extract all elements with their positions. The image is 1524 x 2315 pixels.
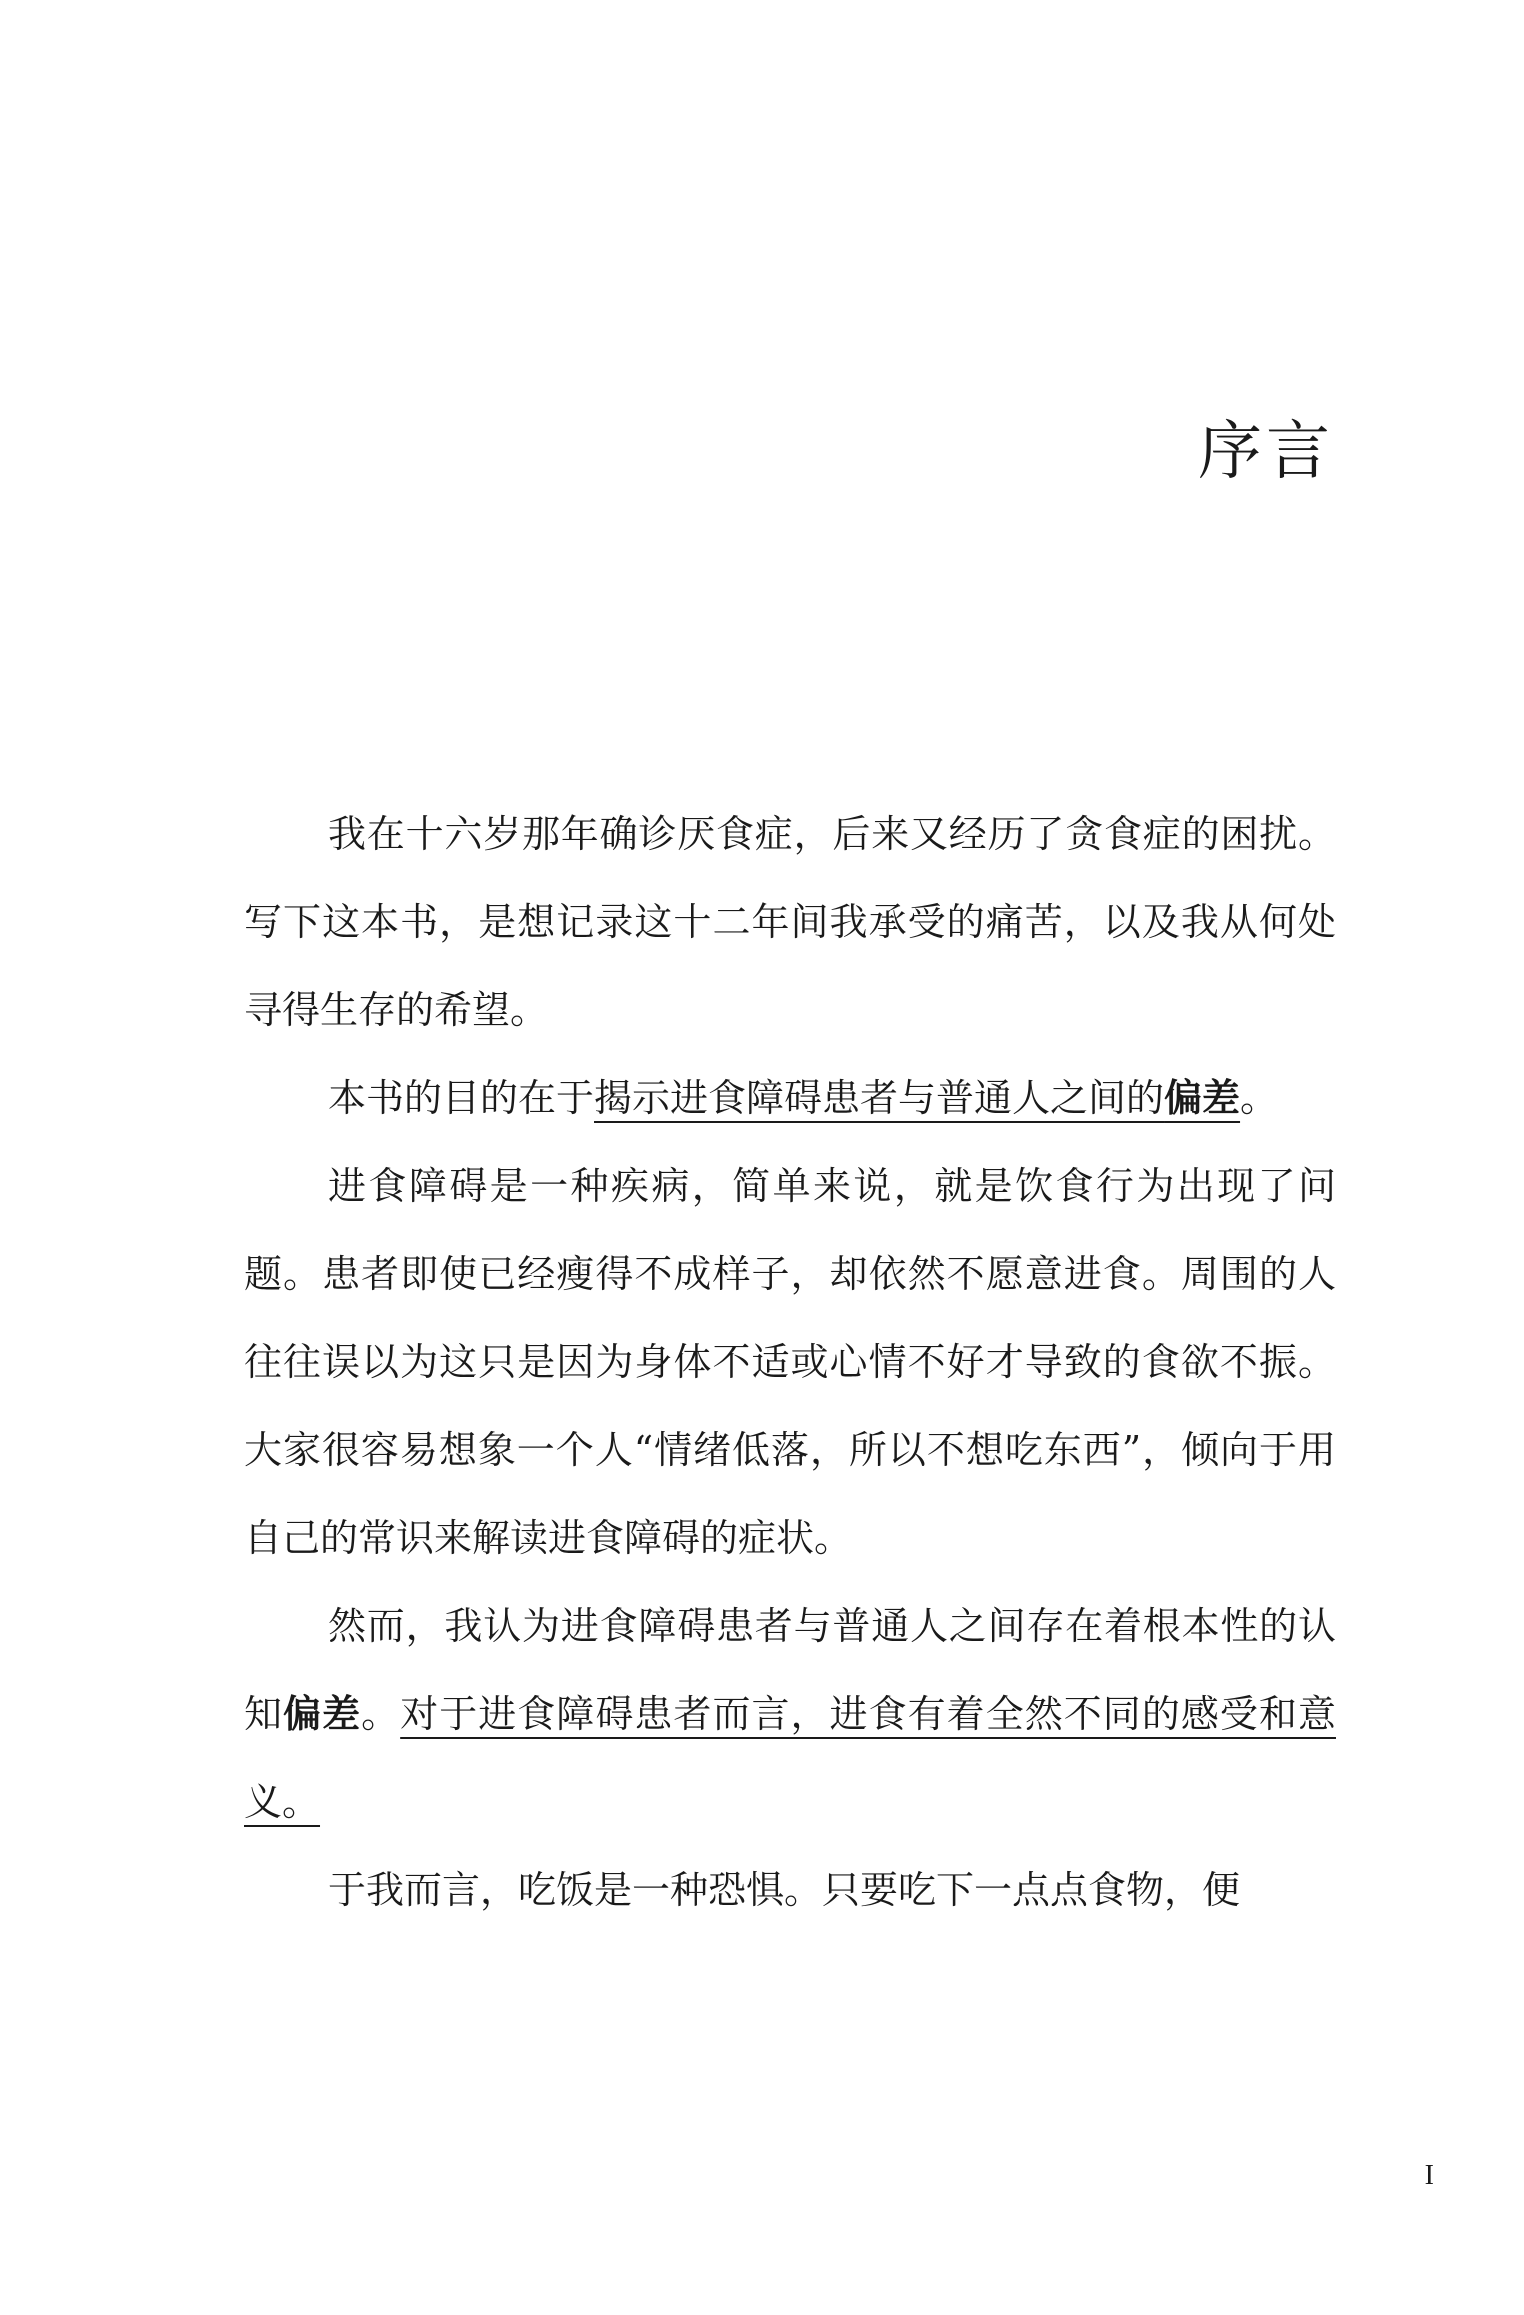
paragraph (244, 1054, 1336, 1142)
text-segment: 本书的目的在于 (328, 1076, 595, 1120)
paragraph (244, 1142, 1336, 1582)
paragraph (244, 1846, 1336, 1934)
text-segment: 我在十六岁那年确诊厌食症，后来又经历了贪食症的困扰。写下这本书，是想记录这十二年间我承受的痛苦，以及我从何处寻得生存的希望。 (244, 812, 1336, 1032)
underlined-text: 偏差 (1164, 1075, 1241, 1120)
paragraph (244, 1582, 1336, 1846)
text-segment: 于我而言，吃饭是一种恐惧。只要吃下一点点食物，便 (328, 1868, 1241, 1912)
underlined-text: 揭示进食障碍患者与普通人之间的 (594, 1076, 1165, 1120)
underlined-text: 对于进食障碍患者而言，进食有着全然不同的感受和意义。 (244, 1692, 1336, 1824)
page-number: I (1424, 2160, 1434, 2191)
body-text (244, 790, 1336, 1934)
text-segment: 进食障碍是一种疾病，简单来说，就是饮食行为出现了问题。患者即使已经瘦得不成样子，却依然不愿意进食。周围的人往往误以为这只是因为身体不适或心情不好才导致的食欲不振。大家很容易想象一个人“情绪低落，所以不想吃东西”，倾向于用自己的常识来解读进食障碍的症状。 (244, 1164, 1336, 1560)
text-segment: 然而，我认为进食障碍患者与普通人之间存在着根本性的认知 (244, 1604, 1336, 1736)
bold-text: 偏差 (283, 1691, 362, 1736)
paragraph (244, 790, 1336, 1054)
text-segment: 。 (361, 1692, 401, 1736)
text-segment: 。 (1240, 1076, 1279, 1120)
page-title: 序言 (1198, 415, 1334, 489)
